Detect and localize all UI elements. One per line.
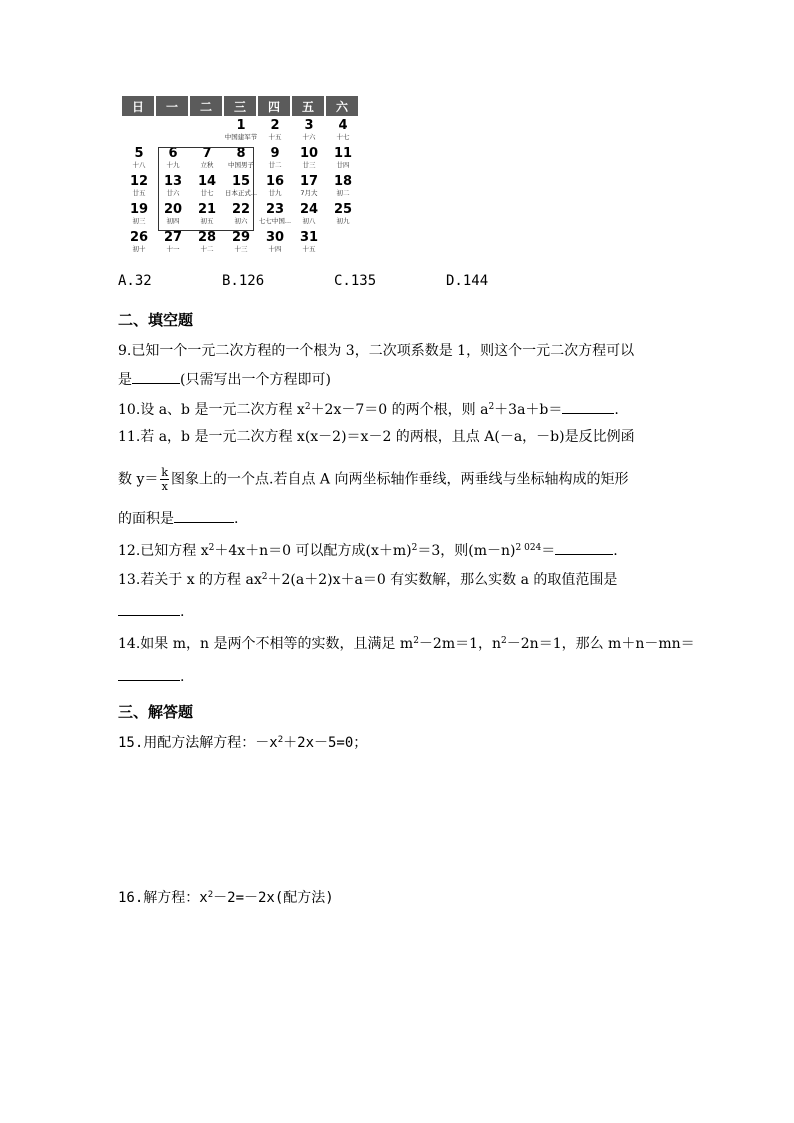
day-lunar-label: 廿三 (302, 161, 316, 169)
day-lunar-label: 十二 (200, 245, 214, 253)
day-number: 17 (299, 174, 319, 189)
day-number: 27 (163, 230, 183, 245)
day-lunar-label: 十六 (302, 133, 316, 141)
fraction-k-over-x: $\frac{k}{x}$ (161, 466, 169, 493)
weekday-sat: 六 (326, 96, 358, 116)
day-lunar-label: 廿六 (166, 189, 180, 197)
day-lunar-label: 立秋 (200, 161, 214, 169)
day-number: 25 (333, 202, 353, 217)
day-lunar-label: 十八 (132, 161, 146, 169)
day-number: 20 (163, 202, 183, 217)
day-lunar-label: 日本正式... (224, 189, 258, 197)
day-number: 1 (236, 118, 246, 133)
day-number: 8 (236, 146, 246, 161)
calendar-day (122, 147, 156, 170)
calendar-day (292, 203, 326, 226)
calendar-day (122, 231, 156, 254)
day-number: 26 (129, 230, 149, 245)
day-number: 9 (270, 146, 280, 161)
day-number: 12 (129, 174, 149, 189)
day-number: 3 (304, 118, 314, 133)
option-a: A.32 (118, 273, 152, 289)
day-number: 7 (202, 146, 212, 161)
day-lunar-label: 十四 (268, 245, 282, 253)
day-lunar-label: 廿四 (336, 161, 350, 169)
day-lunar-label: 十三 (234, 245, 248, 253)
weekday-thu: 四 (258, 96, 290, 116)
question-16: 16.解方程：$x^2-2=-2x$(配方法) (118, 890, 334, 906)
calendar-day (326, 175, 360, 198)
day-number: 31 (299, 230, 319, 245)
section-heading-solve: 三、解答题 (118, 703, 194, 721)
day-lunar-label: 廿二 (268, 161, 282, 169)
day-lunar-label: 初五 (200, 217, 214, 225)
day-lunar-label: 十一 (166, 245, 180, 253)
calendar-day (292, 175, 326, 198)
question-12: 12.已知方程 $x^2+4x+n=0$ 可以配方成$(x+m)^2=3$，则$(m-n)^{2 024}=$ . (118, 540, 618, 561)
calendar-day (224, 119, 258, 142)
day-lunar-label: 廿五 (132, 189, 146, 197)
day-lunar-label: 初三 (132, 217, 146, 225)
calendar-day (258, 147, 292, 170)
day-number: 5 (134, 146, 144, 161)
answer-blank[interactable] (132, 369, 180, 384)
day-lunar-label: 十五 (268, 133, 282, 141)
question-14-line2: . (118, 666, 184, 687)
day-lunar-label: 中国男子 (228, 161, 254, 169)
calendar-day (292, 119, 326, 142)
calendar-day (258, 231, 292, 254)
day-number: 22 (231, 202, 251, 217)
calendar-day (326, 203, 360, 226)
question-11-line1: 11.若 a，b 是一元二次方程 x(x－2)＝x－2 的两根，且点 A(－a，－b)是反比例函 (118, 429, 635, 445)
day-lunar-label: 初二 (336, 189, 350, 197)
weekday-tue: 二 (190, 96, 222, 116)
question-14-line1: 14.如果 m，n 是两个不相等的实数，且满足 $m^2-2m=1$，$n^2-2n=1$，那么 m＋n－mn＝ (118, 636, 695, 652)
answer-blank[interactable] (174, 508, 234, 523)
calendar (122, 96, 360, 256)
calendar-day (326, 147, 360, 170)
day-lunar-label: 初四 (166, 217, 180, 225)
day-number: 4 (338, 118, 348, 133)
question-11-line3: 的面积是 . (118, 508, 238, 529)
option-c: C.135 (334, 273, 377, 289)
calendar-day (156, 231, 190, 254)
day-number: 21 (197, 202, 217, 217)
day-number: 2 (270, 118, 280, 133)
answer-blank[interactable] (555, 540, 613, 555)
day-lunar-label: 初八 (302, 217, 316, 225)
day-number: 16 (265, 174, 285, 189)
day-lunar-label: 十七 (336, 133, 350, 141)
day-number: 23 (265, 202, 285, 217)
day-number: 14 (197, 174, 217, 189)
day-number: 30 (265, 230, 285, 245)
day-lunar-label: 初九 (336, 217, 350, 225)
question-11-line2: 数 y＝ $\frac{k}{x}$ 图象上的一个点.若自点 A 向两坐标轴作垂线，两垂线与坐标轴构成的矩形 (118, 466, 629, 493)
question-10: 10.设 a、b 是一元二次方程 $x^2+2x-7=0$ 的两个根，则 $a^2+3a+b=$ . (118, 399, 619, 420)
day-lunar-label: 七七中国... (258, 217, 292, 225)
calendar-day (258, 203, 292, 226)
calendar-weekday-header (122, 96, 360, 116)
question-13-line1: 13.若关于 x 的方程 $ax^2+2(a+2)x+a=0$ 有实数解，那么实数 a 的取值范围是 (118, 572, 618, 588)
day-lunar-label: 十九 (166, 161, 180, 169)
calendar-day (224, 231, 258, 254)
day-lunar-label: 十五 (302, 245, 316, 253)
calendar-day (122, 203, 156, 226)
calendar-day (122, 175, 156, 198)
day-number: 18 (333, 174, 353, 189)
day-lunar-label: 初十 (132, 245, 146, 253)
day-number: 29 (231, 230, 251, 245)
day-number: 13 (163, 174, 183, 189)
answer-blank[interactable] (118, 666, 180, 681)
question-9-line2: 是 (只需写出一个方程即可) (118, 369, 331, 390)
day-lunar-label: 廿七 (200, 189, 214, 197)
calendar-day (292, 231, 326, 254)
question-15: 15.用配方法解方程：$-x^2+2x-5=0$； (118, 735, 368, 751)
day-number: 15 (231, 174, 251, 189)
calendar-day (292, 147, 326, 170)
weekday-mon: 一 (156, 96, 188, 116)
weekday-wed: 三 (224, 96, 256, 116)
day-number: 24 (299, 202, 319, 217)
day-lunar-label: 初六 (234, 217, 248, 225)
day-lunar-label: 中国建军节 (224, 133, 258, 141)
section-heading-fill-blank: 二、填空题 (118, 311, 194, 329)
calendar-day (258, 175, 292, 198)
answer-blank[interactable] (118, 601, 180, 616)
weekday-sun: 日 (122, 96, 154, 116)
question-13-line2: . (118, 601, 184, 622)
day-number: 10 (299, 146, 319, 161)
question-9-line1: 9.已知一个一元二次方程的一个根为 3，二次项系数是 1，则这个一元二次方程可以 (118, 343, 635, 359)
option-d: D.144 (446, 273, 489, 289)
calendar-day (258, 119, 292, 142)
answer-blank[interactable] (562, 399, 614, 414)
calendar-day (190, 231, 224, 254)
day-number: 6 (168, 146, 178, 161)
highlight-box (158, 147, 254, 231)
weekday-fri: 五 (292, 96, 324, 116)
day-lunar-label: 廿九 (268, 189, 282, 197)
day-lunar-label: 7月大 (300, 189, 318, 197)
day-number: 19 (129, 202, 149, 217)
option-b: B.126 (222, 273, 265, 289)
day-number: 28 (197, 230, 217, 245)
calendar-day (326, 119, 360, 142)
day-number: 11 (333, 146, 353, 161)
